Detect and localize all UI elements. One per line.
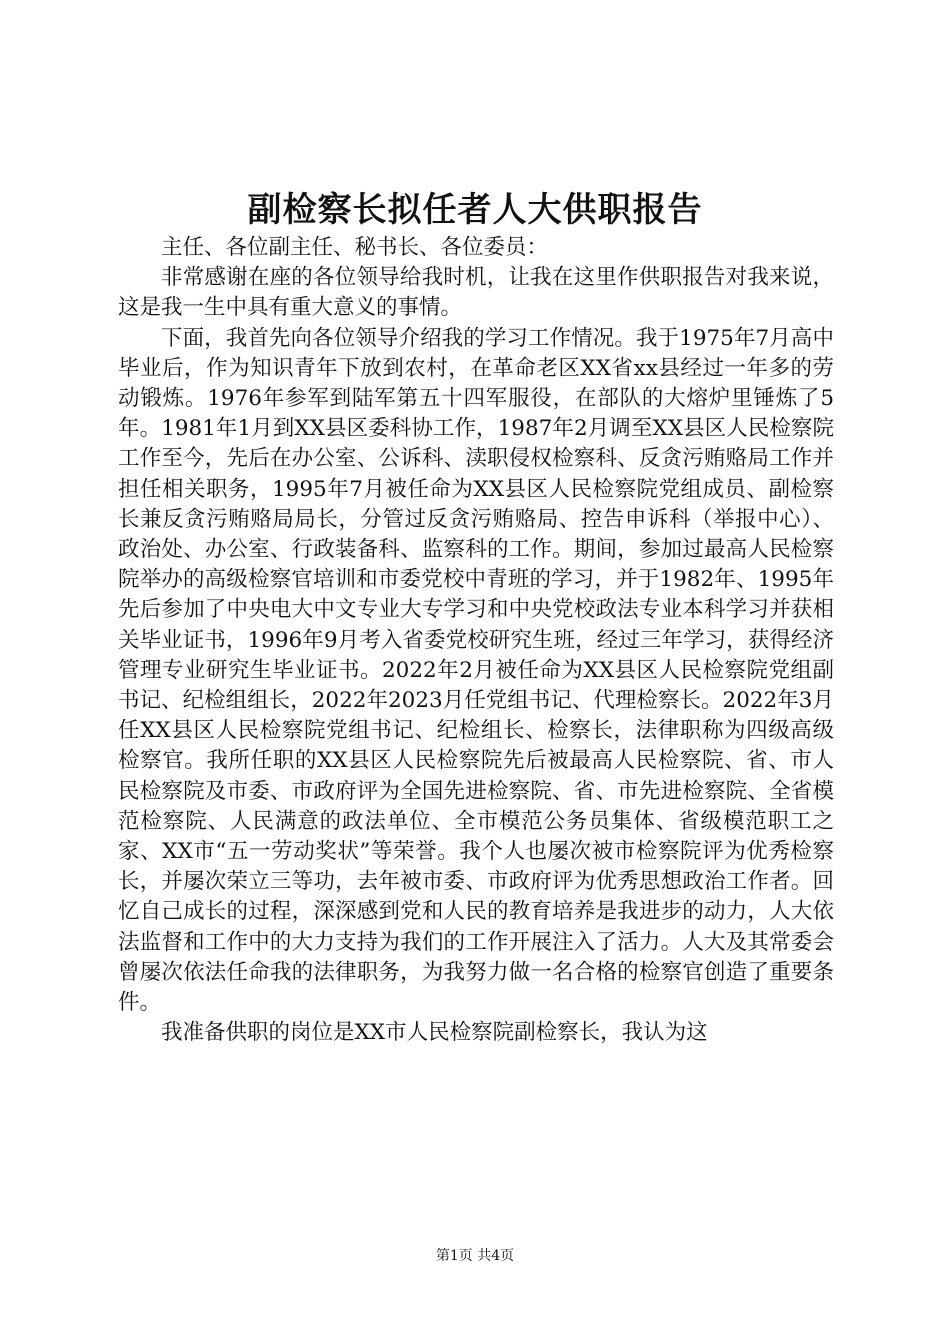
body-paragraph: 我准备供职的岗位是XX市人民检察院副检察长，我认为这 xyxy=(161,1020,708,1046)
page-footer: 第1页 共4页 xyxy=(435,1248,515,1264)
salutation-paragraph: 主任、各位副主任、秘书长、各位委员： xyxy=(161,235,549,260)
body-paragraph: 下面，我首先向各位领导介绍我的学习工作情况。我于1975年7月高中毕业后，作为知识青年下放到农村，在革命老区XX省xx县经过一年多的劳动锻炼。1976年参军到陆军第五十四军服役，在部队的大熔炉里锤炼了5年。1981年1月到XX县区委科协工作，1987年2月调至XX县区人民检察院工作至今，先后在办公室、公诉科、渎职侵权检察科、反贪污贿赂局工作并担任相关职务，1995年7月被任命为XX县区人民检察院党组成员、副检察长兼反贪污贿赂局局长，分管过反贪污贿赂局、控告申诉科（举报中心）、政治处、办公室、行政装备科、监察科的工作。期间，参加过最高人民检察院举办的高级检察官培训和市委党校中青班的学习，并于1982年、1995年先后参加了中央电大中文专业大专学习和中央党校政法专业本科学习并获相关毕业证书，1996年9月考入省委党校研究生班，经过三年学习，获得经济管理专业研究生毕业证书。2022年2月被任命为XX县区人民检察院党组副书记、纪检组组长，2022年2023月任党组书记、代理检察长。2022年3月任XX县区人民检察院党组书记、纪检组长、检察长，法律职称为四级高级检察官。我所任职的XX县区人民检察院先后被最高人民检察院、省、市人民检察院及市委、市政府评为全国先进检察院、省、市先进检察院、全省模范检察院、人民满意的政法单位、全市模范公务员集体、省级模范职工之家、XX市“五一劳动奖状”等荣誉。我个人也屡次被市检察院评为优秀检察长，并屡次荣立三等功，去年被市委、市政府评为优秀思想政治工作者。回忆自己成长的过程，深深感到党和人民的教育培养是我进步的动力，人大依法监督和工作中的大力支持为我们的工作开展注入了活力。人大及其常委会曾屡次依法任命我的法律职务，为我努力做一名合格的检察官创造了重要条件。 xyxy=(118,325,834,1016)
document-body xyxy=(118,233,834,1048)
document-title: 副检察长拟任者人大供职报告 xyxy=(247,190,703,230)
body-paragraph: 非常感谢在座的各位领导给我时机，让我在这里作供职报告对我来说，这是我一生中具有重大意义的事情。 xyxy=(118,265,834,321)
